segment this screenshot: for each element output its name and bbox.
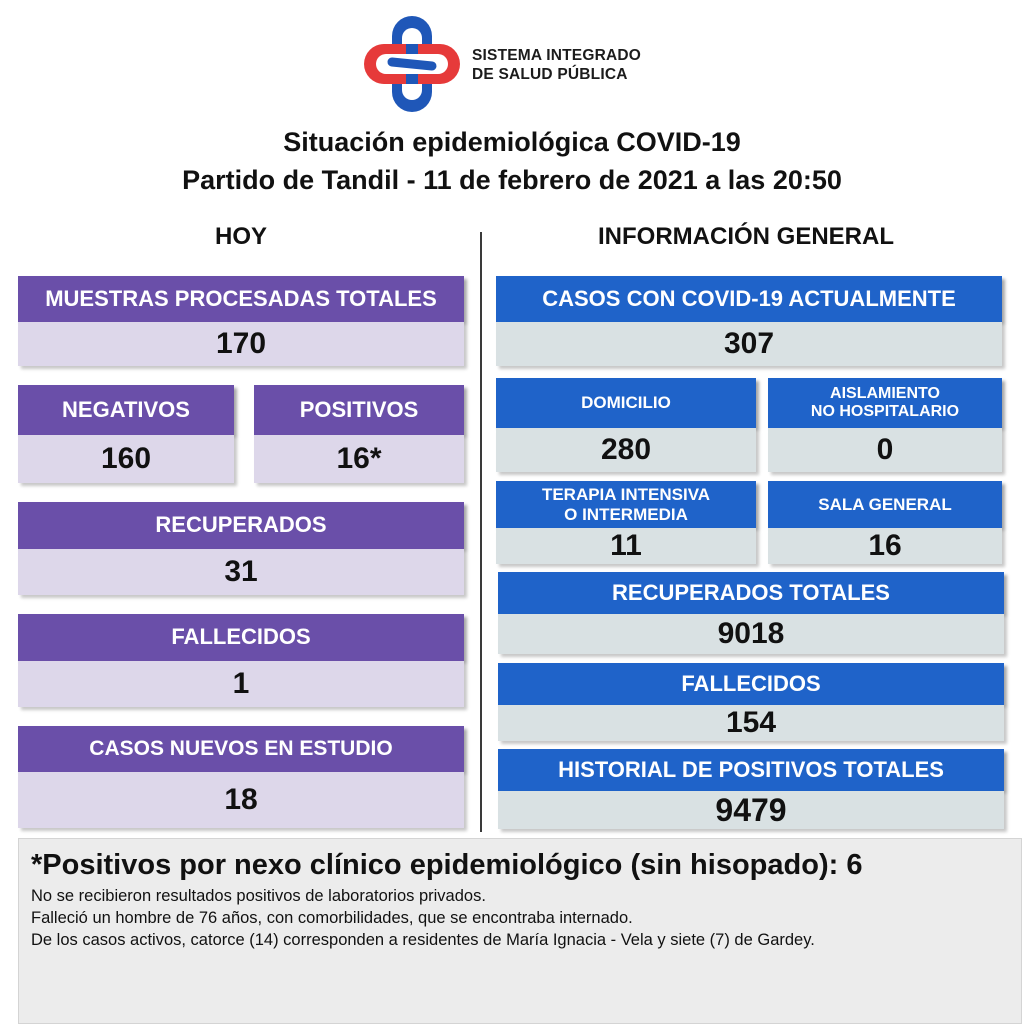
notes-line-3: De los casos activos, catorce (14) corresponden a residentes de María Ignacia - Vela y siete (7) de Gardey. [31,931,815,949]
hoy-heading: HOY [214,223,267,250]
muestras-header: MUESTRAS PROCESADAS TOTALES [18,276,464,322]
muestras-value: 170 [18,322,464,366]
aislamiento-header [768,378,1002,428]
page-title: Situación epidemiológica COVID-19 [283,127,741,157]
terapia-value: 11 [496,528,756,564]
historial-value: 9479 [498,791,1004,829]
sala-general-header: SALA GENERAL [768,481,1002,528]
notes-line-1: No se recibieron resultados positivos de laboratorios privados. [31,887,486,905]
notes-line-2: Falleció un hombre de 76 años, con comorbilidades, que se encontraba internado. [31,909,633,927]
recuperados-header: RECUPERADOS [18,502,464,549]
casos-nuevos-header: CASOS NUEVOS EN ESTUDIO [18,726,464,772]
positivos-header: POSITIVOS [254,385,464,435]
recuperados-value: 31 [18,549,464,595]
fallecidos-totales-value: 154 [498,705,1004,741]
domicilio-value: 280 [496,428,756,472]
terapia-label-line-1: TERAPIA INTENSIVA [541,485,711,505]
recuperados-totales-value: 9018 [498,614,1004,654]
org-line-2: DE SALUD PÚBLICA [472,66,628,83]
notes-panel [18,838,1022,1024]
positivos-value: 16* [254,435,464,483]
sala-general-value: 16 [768,528,1002,564]
casos-actuales-value: 307 [496,322,1002,366]
negativos-value: 160 [18,435,234,483]
aislamiento-label-line-2: NO HOSPITALARIO [810,403,960,420]
terapia-header [496,481,756,528]
page-subtitle: Partido de Tandil - 11 de febrero de 2021 a las 20:50 [182,165,842,195]
casos-nuevos-value: 18 [18,772,464,828]
organization-name [472,46,641,84]
column-divider [480,232,482,832]
casos-actuales-header: CASOS CON COVID-19 ACTUALMENTE [496,276,1002,322]
fallecidos-totales-header: FALLECIDOS [498,663,1004,705]
health-system-logo-icon [362,14,462,114]
domicilio-header: DOMICILIO [496,378,756,428]
negativos-header: NEGATIVOS [18,385,234,435]
general-heading: INFORMACIÓN GENERAL [598,223,894,250]
historial-header: HISTORIAL DE POSITIVOS TOTALES [498,749,1004,791]
fallecidos-value: 1 [18,661,464,707]
terapia-label-line-2: O INTERMEDIA [564,504,688,524]
aislamiento-label-line-1: AISLAMIENTO [830,385,940,403]
recuperados-totales-header: RECUPERADOS TOTALES [498,572,1004,614]
notes-main: *Positivos por nexo clínico epidemiológico (sin hisopado): 6 [31,849,863,881]
org-line-1: SISTEMA INTEGRADO [472,47,642,64]
aislamiento-value: 0 [768,428,1002,472]
fallecidos-header: FALLECIDOS [18,614,464,661]
